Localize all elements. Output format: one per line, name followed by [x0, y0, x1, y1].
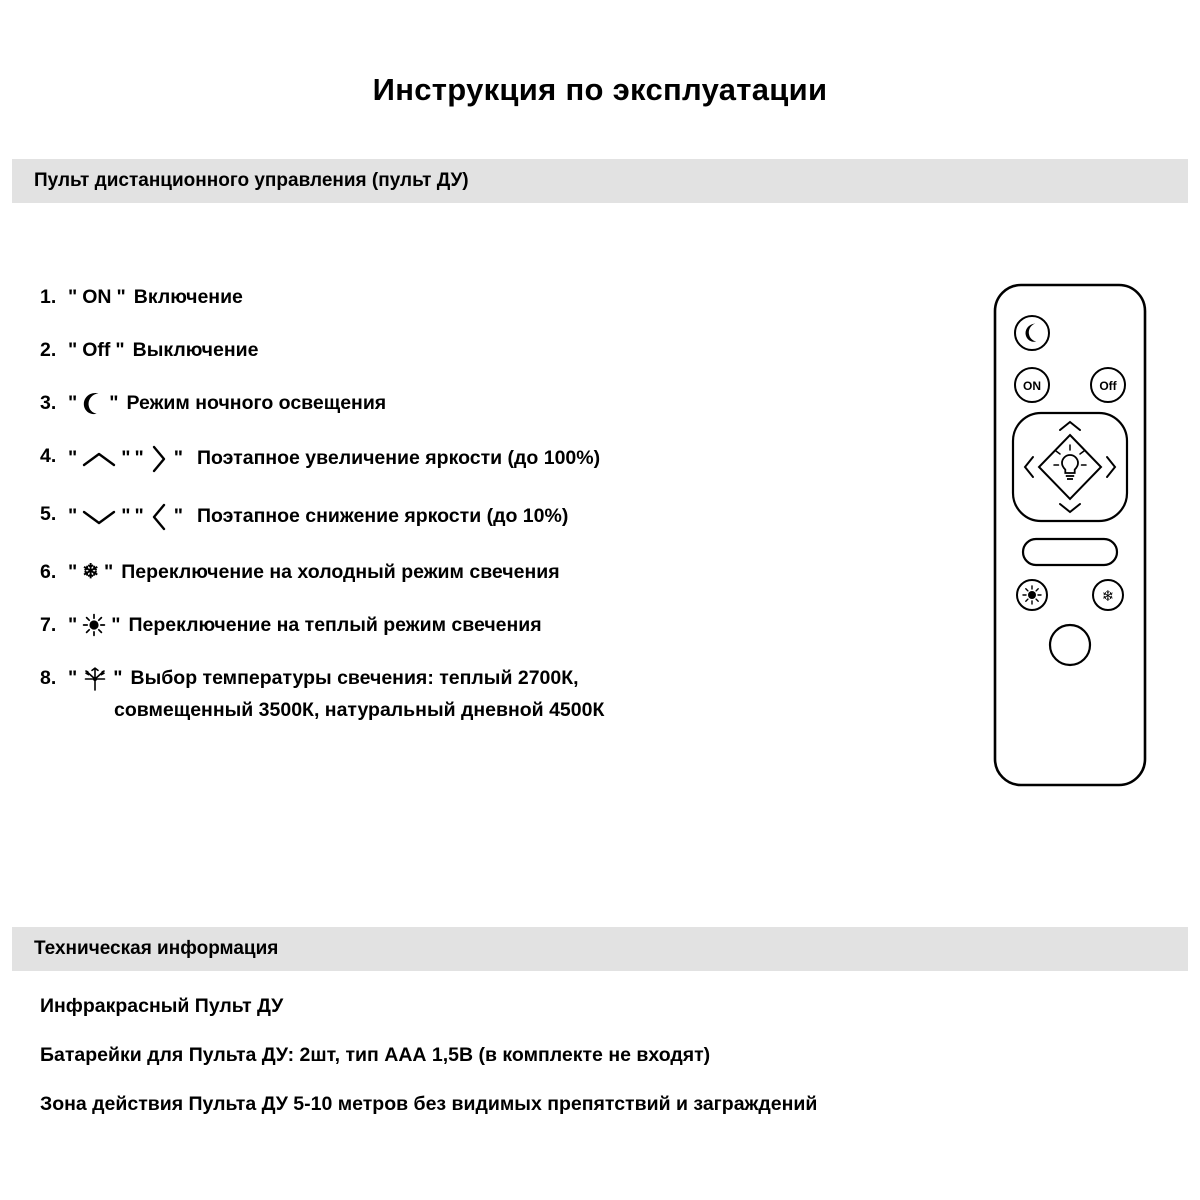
section-header-remote-label: Пульт дистанционного управления (пульт ДУ) — [34, 170, 469, 191]
list-item-text-line2: совмещенный 3500К, натуральный дневной 4500К — [114, 698, 605, 721]
quote-close: " — [121, 447, 131, 470]
tech-line: Инфракрасный Пульт ДУ — [40, 995, 284, 1017]
quote-close: " — [109, 391, 119, 414]
quote-close-2: " — [173, 505, 183, 528]
remote-night-button — [1015, 316, 1049, 350]
quote-close: " — [121, 505, 131, 528]
list-item — [40, 560, 910, 585]
remote-section — [0, 255, 1200, 815]
list-item — [40, 391, 910, 416]
list-item-number: 5. — [40, 502, 57, 525]
list-item-number: 2. — [40, 338, 57, 361]
remote-dpad — [1013, 413, 1127, 521]
key-off-label: Off — [82, 338, 111, 361]
snowflake-icon: ❄ — [82, 561, 100, 584]
section-header-tech — [12, 927, 1188, 971]
quote-open: " — [68, 560, 78, 583]
list-item-text: Переключение на теплый режим свечения — [128, 613, 542, 636]
svg-text:ON: ON — [1023, 379, 1041, 393]
quote-open: " — [68, 613, 78, 636]
list-item — [40, 338, 910, 363]
page-title: Инструкция по эксплуатации — [372, 72, 828, 107]
list-item-number: 3. — [40, 391, 57, 414]
quote-close: " — [111, 613, 121, 636]
remote-off-button — [1091, 368, 1125, 402]
list-item-number: 1. — [40, 286, 57, 308]
list-item — [40, 666, 910, 723]
tech-section — [40, 995, 1170, 1142]
list-item-text: Режим ночного освещения — [126, 391, 387, 414]
list-item-number: 4. — [40, 444, 57, 467]
quote-open-2: " — [134, 505, 144, 528]
moon-icon — [82, 391, 104, 415]
list-item-text: Переключение на холодный режим свечения — [121, 560, 560, 583]
remote-control-illustration — [985, 275, 1155, 795]
quote-open: " — [68, 505, 78, 528]
remote-bottom-button — [1050, 625, 1090, 665]
key-on-label: ON — [82, 286, 112, 308]
remote-bar-button — [1023, 539, 1117, 565]
sun-snow-icon — [82, 666, 108, 692]
quote-open: " — [68, 338, 78, 361]
list-item-number: 8. — [40, 666, 57, 689]
list-item — [40, 285, 910, 310]
quote-open: " — [68, 286, 78, 308]
remote-on-button — [1015, 368, 1049, 402]
list-item-text: Поэтапное увеличение яркости (до 100%) — [197, 447, 601, 470]
chevron-up-icon — [82, 449, 116, 469]
list-item-text: Выбор температуры свечения: теплый 2700К, — [130, 667, 579, 690]
quote-close: " — [115, 338, 125, 361]
svg-text:❄: ❄ — [1101, 587, 1115, 605]
list-item — [40, 444, 910, 474]
quote-open: " — [68, 447, 78, 470]
chevron-down-icon — [82, 507, 116, 527]
remote-warm-button — [1017, 580, 1047, 610]
quote-open: " — [68, 667, 78, 690]
quote-close: " — [113, 667, 123, 690]
sun-icon — [82, 613, 106, 637]
quote-open-2: " — [134, 447, 144, 470]
tech-line: Зона действия Пульта ДУ 5-10 метров без видимых препятствий и заграждений — [40, 1093, 818, 1115]
quote-close: " — [116, 286, 126, 308]
section-header-remote — [12, 159, 1188, 203]
list-item-text: Поэтапное снижение яркости (до 10%) — [197, 505, 569, 528]
list-item-text: Включение — [133, 286, 243, 308]
remote-instruction-list — [40, 285, 910, 723]
quote-close-2: " — [173, 447, 183, 470]
chevron-left-icon — [149, 502, 169, 532]
list-item-text: Выключение — [132, 338, 259, 361]
chevron-right-icon — [149, 444, 169, 474]
svg-text:Off: Off — [1099, 379, 1117, 393]
tech-line: Батарейки для Пульта ДУ: 2шт, тип ААА 1,5В (в комплекте не входят) — [40, 1044, 711, 1066]
quote-open: " — [68, 391, 78, 414]
remote-cool-button — [1093, 580, 1123, 610]
list-item-number: 6. — [40, 560, 57, 583]
list-item-number: 7. — [40, 613, 57, 636]
quote-close: " — [104, 560, 114, 583]
list-item — [40, 502, 910, 532]
section-header-tech-label: Техническая информация — [34, 938, 279, 959]
list-item — [40, 613, 910, 638]
